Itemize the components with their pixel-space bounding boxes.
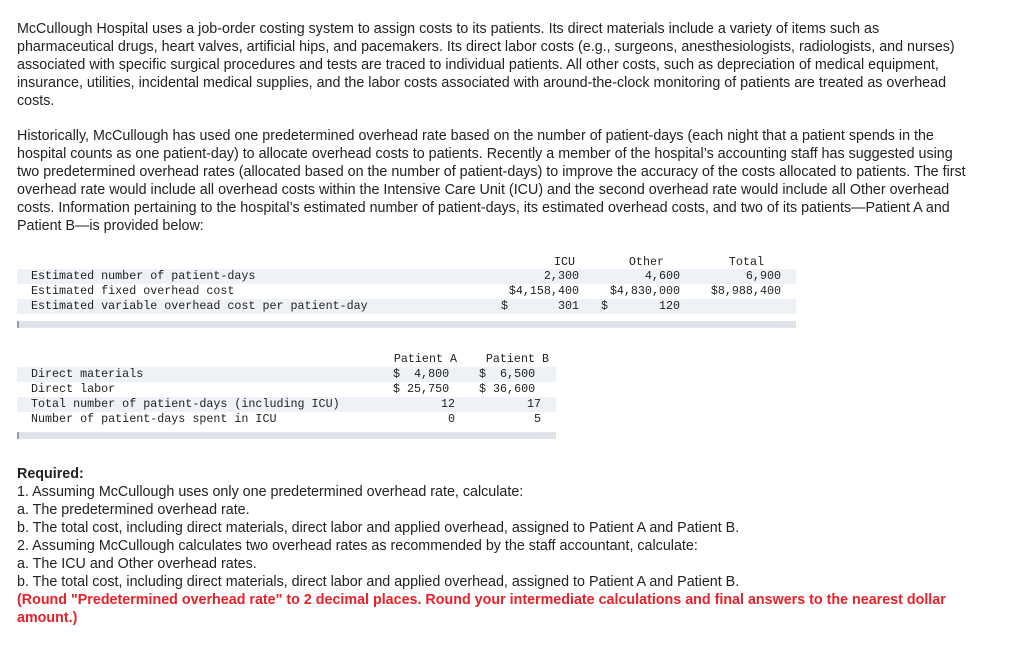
table-row	[17, 269, 796, 284]
column-header-other: Other	[628, 255, 664, 269]
overhead-estimates-table	[17, 255, 796, 329]
intro-paragraph-2: Historically, McCullough has used one predetermined overhead rate based on the number of patient-days (each night that a patient spends in the hospital counts as one patient-day) to allocate overhead costs to patients. Recently a member of the hospital’s accounting staff has suggested using two predetermined overhead rates (allocated based on the number of patient-days) to improve the accuracy of the costs allocated to patients. The first overhead rate would include all overhead costs within the Intensive Care Unit (ICU) and the second overhead rate would include all Other overhead costs. Information pertaining to the hospital’s estimated number of patient-days, its estimated overhead costs, and two of its patients—Patient A and Patient B—is provided below:	[17, 128, 966, 234]
table-row	[17, 367, 556, 382]
patient-a-value: 0	[447, 412, 455, 426]
patient-b-value: $ 6,500	[479, 367, 536, 381]
row-label: Estimated number of patient-days	[31, 269, 256, 283]
table-footer-bar	[17, 432, 556, 439]
required-line: a. The predetermined overhead rate.	[17, 502, 250, 518]
row-label: Direct materials	[31, 367, 144, 381]
required-line: b. The total cost, including direct materials, direct labor and applied overhead, assigned to Patient A and Patient B.	[17, 574, 740, 590]
row-label: Total number of patient-days (including ICU)	[31, 397, 340, 411]
required-section	[17, 465, 1007, 627]
intro-paragraph-1: McCullough Hospital uses a job-order costing system to assign costs to its patients. Its direct materials include a variety of items such as pharmaceutical drugs, heart valves, artificial hips, and pacemakers. Its direct labor costs (e.g., surgeons, anesthesiologists, radiologists, and nurses) associated with specific surgical procedures and tests are traced to individual patients. All other costs, such as depreciation of medical equipment, insurance, utilities, incidental medical supplies, and the labor costs associated with around-the-clock monitoring of patients are treated as overhead costs.	[17, 21, 955, 109]
table-row	[17, 382, 556, 397]
patient-a-value: 12	[440, 397, 455, 411]
other-value: $4,830,000	[609, 284, 680, 298]
row-label: Number of patient-days spent in ICU	[31, 412, 277, 426]
column-header-total: Total	[728, 255, 764, 269]
total-value: $8,988,400	[710, 284, 781, 298]
total-value: 6,900	[745, 269, 781, 283]
row-label: Direct labor	[31, 382, 116, 396]
column-header-patient-a: Patient A	[393, 352, 457, 366]
icu-value: 301	[557, 299, 579, 313]
patient-b-value: $ 36,600	[479, 382, 536, 396]
icu-value: 2,300	[543, 269, 579, 283]
table-footer-bar	[17, 321, 796, 328]
column-header-patient-b: Patient B	[485, 352, 549, 366]
other-value: 4,600	[644, 269, 680, 283]
other-value: 120	[658, 299, 680, 313]
table-row	[17, 412, 556, 427]
rounding-note: (Round "Predetermined overhead rate" to 2 decimal places. Round your intermediate calculations and final answers to the nearest dollar amount.)	[17, 592, 946, 626]
icu-value: $4,158,400	[508, 284, 579, 298]
patient-b-value: 17	[526, 397, 541, 411]
table-row	[17, 397, 556, 412]
table-header-row	[17, 255, 796, 270]
row-label: Estimated variable overhead cost per patient-day	[31, 299, 368, 313]
patient-data-table	[17, 352, 556, 441]
table-row	[17, 299, 796, 314]
other-dollar-sign: $	[601, 299, 609, 313]
icu-dollar-sign: $	[501, 299, 509, 313]
patient-b-value: 5	[533, 412, 541, 426]
table-header-row	[17, 352, 556, 367]
patient-a-value: $ 25,750	[393, 382, 450, 396]
required-line: a. The ICU and Other overhead rates.	[17, 556, 257, 572]
required-heading: Required:	[17, 466, 84, 482]
row-label: Estimated fixed overhead cost	[31, 284, 235, 298]
patient-a-value: $ 4,800	[393, 367, 450, 381]
required-line: 2. Assuming McCullough calculates two overhead rates as recommended by the staff accountant, calculate:	[17, 538, 698, 554]
required-line: 1. Assuming McCullough uses only one predetermined overhead rate, calculate:	[17, 484, 524, 500]
column-header-icu: ICU	[553, 255, 575, 269]
required-line: b. The total cost, including direct materials, direct labor and applied overhead, assigned to Patient A and Patient B.	[17, 520, 740, 536]
table-row	[17, 284, 796, 299]
